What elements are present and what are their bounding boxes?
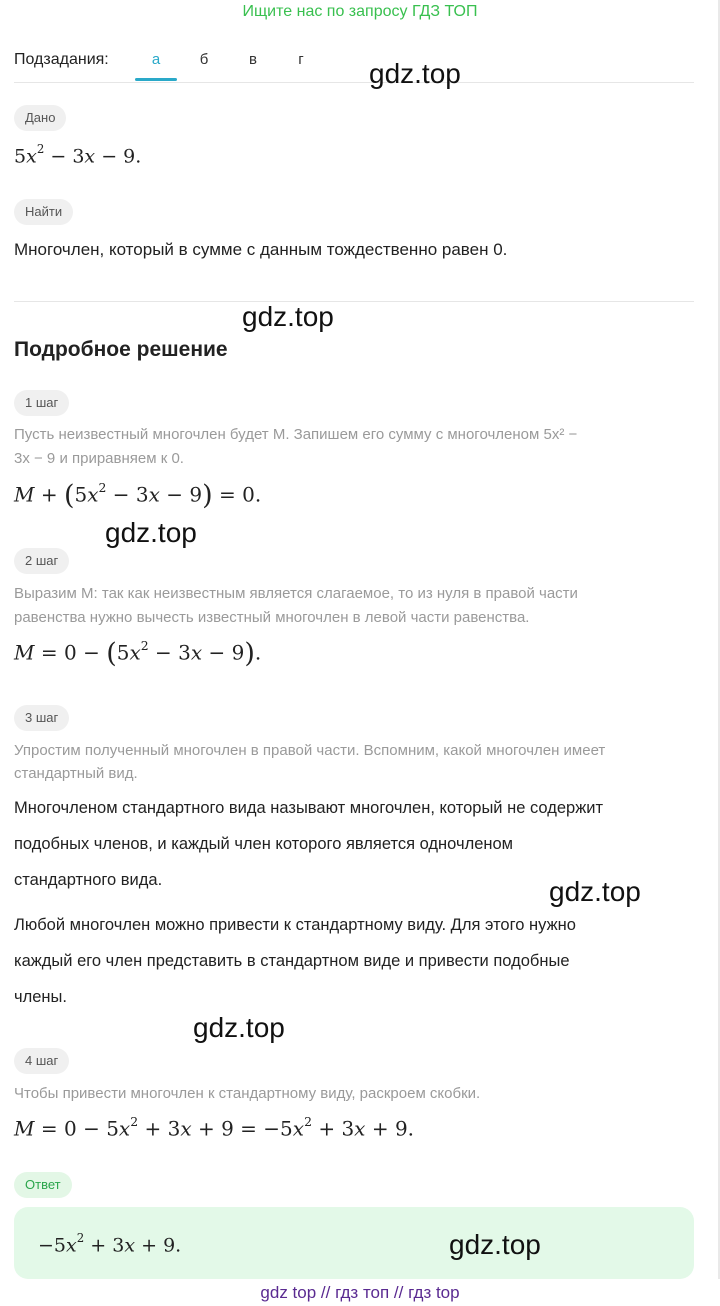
footer-links[interactable]: gdz top // гдз топ // гдз top <box>0 1279 720 1306</box>
step-2-badge: 2 шаг <box>14 548 69 574</box>
step-1-text-line1: Пусть неизвестный многочлен будет M. Запишем его сумму с многочленом 5x² − <box>14 426 578 443</box>
watermark: gdz.top <box>105 517 197 548</box>
step-3-text-line2: стандартный вид. <box>14 765 138 782</box>
step-3-p1-line: стандартного вида. <box>14 871 163 889</box>
step-3-p2-line: Любой многочлен можно привести к стандартному виду. Для этого нужно <box>14 916 576 934</box>
solution-title: Подробное решение <box>14 338 228 361</box>
step-2-text-line2: равенства нужно вычесть известный многочлен в левой части равенства. <box>14 609 530 626</box>
step-4-formula: $M = 0 - 5x^2 + 3x + 9 = -5x^2 + 3x + 9$. <box>14 1114 415 1141</box>
watermark: gdz.top <box>242 301 334 332</box>
step-3-p1-line: Многочленом стандартного вида называют многочлен, который не содержит <box>14 799 604 817</box>
answer-badge: Ответ <box>14 1172 72 1198</box>
step-3-text-line1: Упростим полученный многочлен в правой части. Вспомним, какой многочлен имеет <box>14 742 606 759</box>
watermark: gdz.top <box>549 876 641 907</box>
subtasks-label: Подзадания: <box>14 51 109 68</box>
watermark: gdz.top <box>369 58 461 89</box>
step-1-badge: 1 шаг <box>14 390 69 416</box>
step-3-paragraph-1 <box>14 790 603 898</box>
answer-expression: $-5x^2 + 3x + 9$. <box>38 1231 182 1257</box>
given-badge: Дано <box>14 105 66 131</box>
step-3-p2-line: каждый его член представить в стандартном виде и привести подобные <box>14 952 570 970</box>
subtasks-tabs <box>14 44 694 83</box>
step-3-badge: 3 шаг <box>14 705 69 731</box>
step-2-formula: $M = 0 - (5x^2 - 3x - 9)$. <box>14 637 262 669</box>
tab-b[interactable]: б <box>199 51 209 68</box>
step-3-p1-line: подобных членов, и каждый член которого является одночленом <box>14 835 514 853</box>
answer-box <box>14 1207 694 1279</box>
active-tab-indicator <box>135 78 177 81</box>
step-4-badge: 4 шаг <box>14 1048 69 1074</box>
given-expression: $5x^2 - 3x - 9$. <box>14 142 142 168</box>
find-text: Многочлен, который в сумме с данным тождественно равен 0. <box>14 240 508 259</box>
step-3-paragraph-2 <box>14 907 576 1015</box>
step-1-formula: $M + (5x^2 - 3x - 9) = 0$. <box>14 479 262 511</box>
step-1-text-line2: 3x − 9 и приравняем к 0. <box>14 450 184 467</box>
step-2-text-line1: Выразим M: так как неизвестным является слагаемое, то из нуля в правой части <box>14 585 578 602</box>
watermark: gdz.top <box>449 1229 541 1260</box>
tab-g[interactable]: г <box>298 51 304 68</box>
tab-v[interactable]: в <box>249 51 257 68</box>
watermark: gdz.top <box>193 1012 285 1043</box>
top-banner: Ищите нас по запросу ГДЗ ТОП <box>242 3 478 20</box>
step-3-p2-line: члены. <box>14 988 67 1006</box>
tab-a[interactable]: а <box>151 51 161 68</box>
divider <box>14 301 694 302</box>
step-4-text-line1: Чтобы привести многочлен к стандартному виду, раскроем скобки. <box>14 1085 481 1102</box>
find-badge: Найти <box>14 199 73 225</box>
